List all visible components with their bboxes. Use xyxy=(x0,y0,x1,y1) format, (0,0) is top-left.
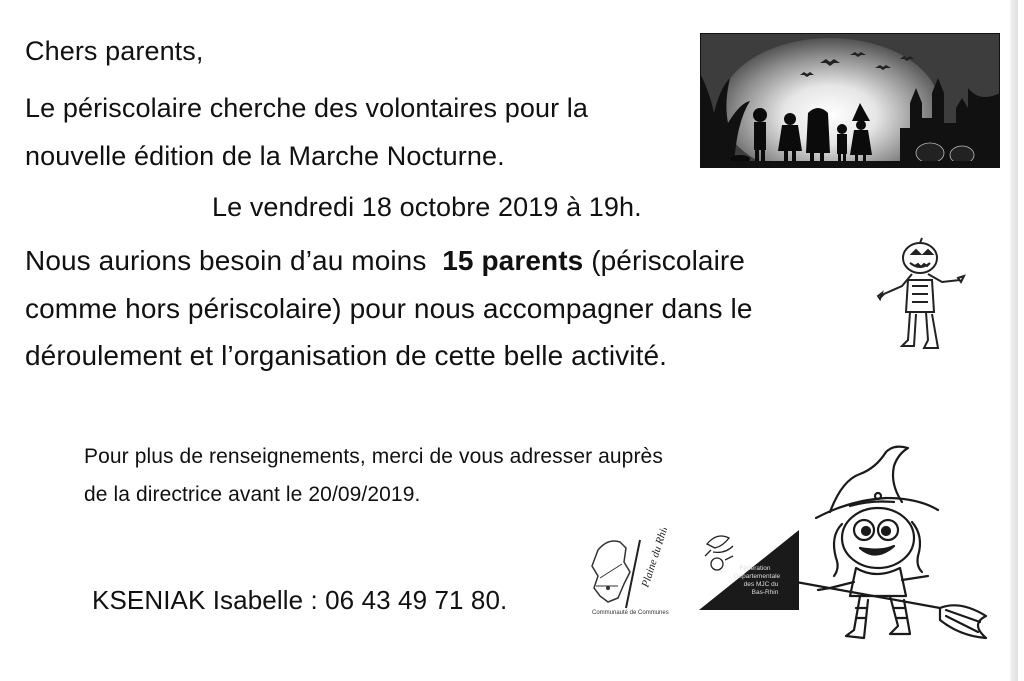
logo-left-bottom-text: Communauté de Communes xyxy=(592,610,669,616)
federation-departementale-logo xyxy=(695,522,805,614)
greeting: Chers parents, xyxy=(25,36,204,66)
logo-left-vertical-text: Plaine du Rhin xyxy=(639,528,672,589)
need-line-1-start: Nous aurions besoin d’au moins xyxy=(25,245,427,276)
need-line-3: déroulement et l’organisation de cette belle activité. xyxy=(25,340,668,371)
need-line-2: comme hors périscolaire) pour nous accompagner dans le xyxy=(25,293,753,324)
logo-right-text-1: Fédération xyxy=(739,565,771,572)
info-line-1: Pour plus de renseignements, merci de vous adresser auprès xyxy=(84,445,663,468)
logo-right-text-2: Départementale xyxy=(733,573,781,580)
logo-right-text-4: Bas-Rhin xyxy=(751,589,779,596)
witch-on-broom-image xyxy=(790,440,995,652)
need-line-1-end: (périscolaire xyxy=(591,245,745,276)
parents-count: 15 parents xyxy=(442,245,584,276)
pumpkin-scarecrow-image xyxy=(872,236,972,358)
need-line-1 xyxy=(25,245,745,277)
info-line-2: de la directrice avant le 20/09/2019. xyxy=(84,483,421,506)
halloween-scene-image xyxy=(700,33,1000,168)
communaute-de-communes-logo xyxy=(578,528,688,616)
scan-edge xyxy=(1010,0,1024,681)
contact-line: KSENIAK Isabelle : 06 43 49 71 80. xyxy=(92,585,508,615)
event-date: Le vendredi 18 octobre 2019 à 19h. xyxy=(212,192,642,222)
logo-right-text-3: des MJC du xyxy=(743,581,779,588)
intro-line-2: nouvelle édition de la Marche Nocturne. xyxy=(25,141,505,171)
intro-line-1: Le périscolaire cherche des volontaires pour la xyxy=(25,93,589,123)
